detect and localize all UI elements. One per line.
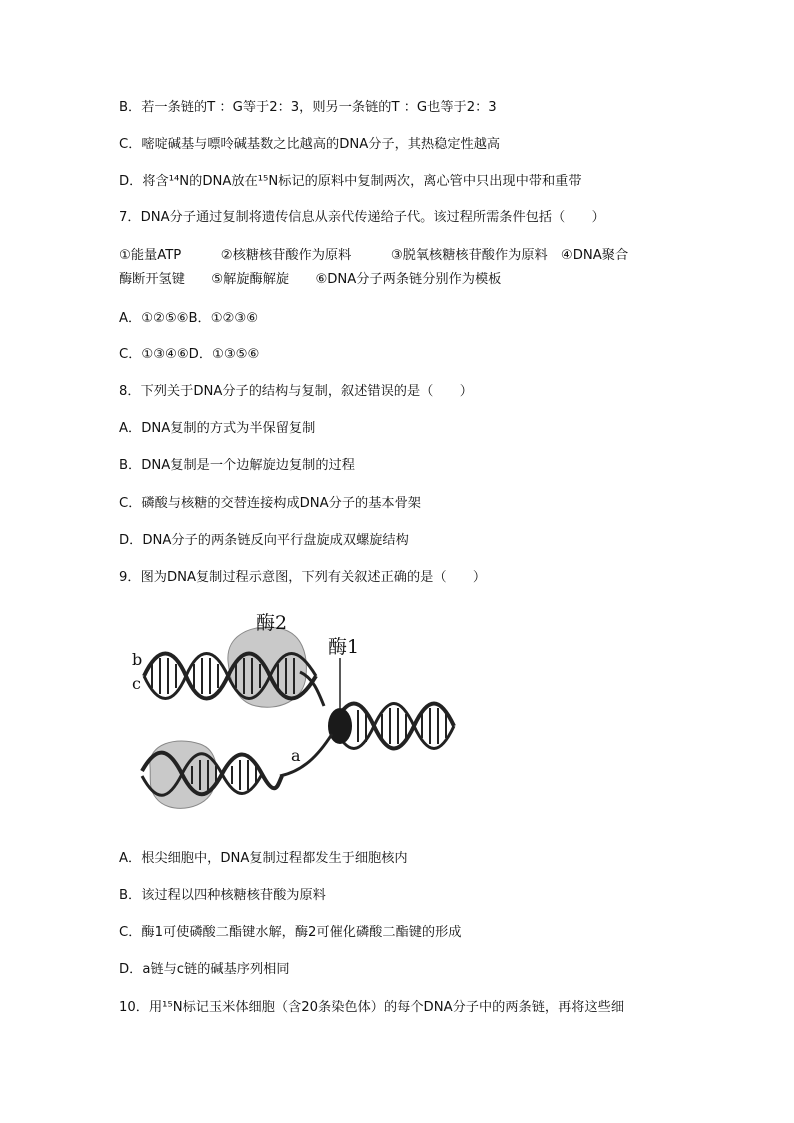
question-10-stem: 10．用¹⁵N标记玉米体细胞（含20条染色体）的每个DNA分子中的两条链，再将这些细 [119,1000,625,1015]
strand-a-label: a [291,746,301,765]
option-6c: C．嘧啶碱基与嘌呤碱基数之比越高的DNA分子，其热稳定性越高 [119,137,501,152]
option-9a: A．根尖细胞中，DNA复制过程都发生于细胞核内 [119,851,408,866]
option-8b: B．DNA复制是一个边解旋边复制的过程 [119,458,355,473]
question-7-conditions-line2: 酶断开氢键 ⑤解旋酶解旋 ⑥DNA分子两条链分别作为模板 [119,272,502,287]
enzyme1-oval [328,708,352,744]
option-7ab: A．①②⑤⑥B．①②③⑥ [119,311,259,326]
question-7-conditions-line1: ①能量ATP ②核糖核苷酸作为原料 ③脱氧核糖核苷酸作为原料 ④DNA聚合 [119,248,629,263]
question-7-stem: 7．DNA分子通过复制将遗传信息从亲代传递给子代。该过程所需条件包括（ ） [119,210,605,225]
question-9-stem: 9．图为DNA复制过程示意图，下列有关叙述正确的是（ ） [119,570,487,585]
dna-replication-figure [128,606,468,830]
dna-replication-diagram [128,606,468,830]
option-8a: A．DNA复制的方式为半保留复制 [119,421,316,436]
option-8c: C．磷酸与核糖的交替连接构成DNA分子的基本骨架 [119,496,421,511]
option-7cd: C．①③④⑥D．①③⑤⑥ [119,347,260,362]
option-6d: D．将含¹⁴N的DNA放在¹⁵N标记的原料中复制两次，离心管中只出现中带和重带 [119,174,582,189]
enzyme2-label: 酶2 [256,612,288,634]
option-9d: D．a链与c链的碱基序列相同 [119,962,290,977]
strand-b-label: b [132,650,143,669]
option-9b: B．该过程以四种核糖核苷酸为原料 [119,888,326,903]
strand-c-label: c [132,674,141,693]
enzyme1-label: 酶1 [328,636,360,658]
option-6b: B．若一条链的T ：G等于2：3，则另一条链的T ：G也等于2：3 [119,100,497,115]
option-8d: D．DNA分子的两条链反向平行盘旋成双螺旋结构 [119,533,409,548]
strand-a-line [280,734,332,776]
option-9c: C．酶1可使磷酸二酯键水解，酶2可催化磷酸二酯键的形成 [119,925,462,940]
question-8-stem: 8．下列关于DNA分子的结构与复制，叙述错误的是（ ） [119,384,473,399]
